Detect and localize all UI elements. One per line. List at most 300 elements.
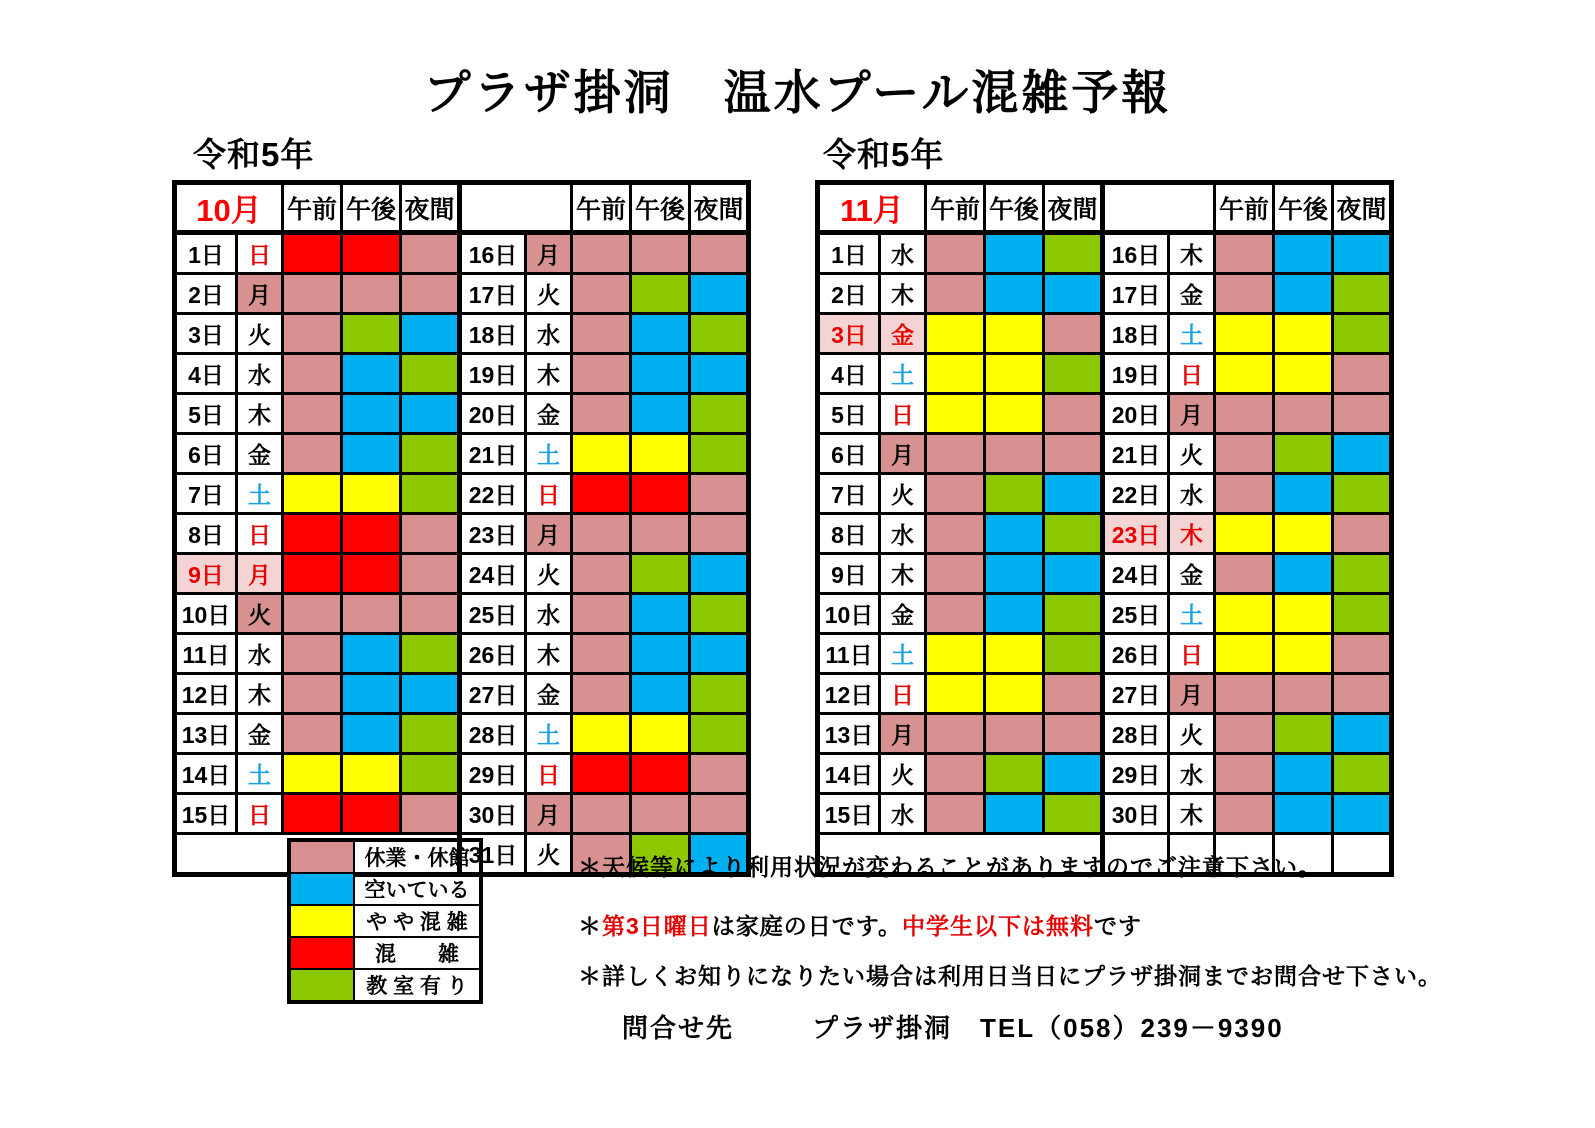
- note-text: は家庭の日です。: [711, 913, 902, 939]
- slot-cell: [401, 474, 460, 514]
- slot-cell: [401, 394, 460, 434]
- slot-cell: [342, 354, 401, 394]
- calendar-row: [818, 554, 1392, 594]
- slot-cell: [1044, 314, 1103, 354]
- weekday-cell: 日: [526, 474, 572, 514]
- note-highlight: 第3日曜日: [602, 913, 712, 939]
- time-header: 夜間: [1333, 183, 1392, 233]
- slot-cell: [572, 514, 631, 554]
- weekday-cell: 土: [1169, 594, 1215, 634]
- slot-cell: [572, 634, 631, 674]
- calendar-row: [818, 674, 1392, 714]
- calendar-header-row: [175, 183, 749, 233]
- day-cell: 7日: [818, 474, 880, 514]
- slot-cell: [985, 314, 1044, 354]
- slot-cell: [1274, 714, 1333, 754]
- slot-cell: [985, 274, 1044, 314]
- weekday-cell: 土: [526, 714, 572, 754]
- weekday-cell: 月: [880, 434, 926, 474]
- day-cell: 18日: [460, 314, 526, 354]
- slot-cell: [572, 314, 631, 354]
- slot-cell: [1274, 554, 1333, 594]
- day-cell: 11日: [175, 634, 237, 674]
- weekday-cell: 水: [1169, 474, 1215, 514]
- day-cell: 11日: [818, 634, 880, 674]
- slot-cell: [1215, 274, 1274, 314]
- slot-cell: [572, 714, 631, 754]
- slot-cell: [631, 714, 690, 754]
- slot-cell: [631, 554, 690, 594]
- day-cell: 21日: [1103, 434, 1169, 474]
- slot-cell: [1215, 754, 1274, 794]
- weekday-cell: 木: [526, 634, 572, 674]
- slot-cell: [342, 514, 401, 554]
- weekday-cell: 火: [526, 834, 572, 875]
- slot-cell: [1333, 594, 1392, 634]
- slot-cell: [342, 314, 401, 354]
- weekday-cell: 土: [880, 354, 926, 394]
- slot-cell: [283, 554, 342, 594]
- weekday-cell: 水: [526, 314, 572, 354]
- day-cell: 3日: [175, 314, 237, 354]
- time-header: 夜間: [690, 183, 749, 233]
- day-cell: 14日: [818, 754, 880, 794]
- slot-cell: [1215, 714, 1274, 754]
- note-text: です: [1093, 913, 1142, 939]
- empty-slot-cell: [1333, 834, 1392, 875]
- day-cell: 27日: [460, 674, 526, 714]
- slot-cell: [631, 434, 690, 474]
- era-label-october: 令和5年: [193, 136, 315, 173]
- day-cell: 19日: [460, 354, 526, 394]
- weekday-cell: 水: [1169, 754, 1215, 794]
- slot-cell: [1274, 233, 1333, 274]
- note-family-day: [578, 908, 1142, 941]
- slot-cell: [342, 634, 401, 674]
- slot-cell: [1274, 394, 1333, 434]
- slot-cell: [1215, 354, 1274, 394]
- slot-cell: [985, 514, 1044, 554]
- slot-cell: [1215, 233, 1274, 274]
- slot-cell: [283, 714, 342, 754]
- slot-cell: [690, 314, 749, 354]
- weekday-cell: 日: [237, 233, 283, 274]
- day-cell: 28日: [1103, 714, 1169, 754]
- weekday-cell: 月: [526, 794, 572, 834]
- day-cell: 5日: [175, 394, 237, 434]
- slot-cell: [1274, 274, 1333, 314]
- calendar-row: [818, 274, 1392, 314]
- slot-cell: [690, 394, 749, 434]
- slot-cell: [926, 754, 985, 794]
- slot-cell: [1333, 554, 1392, 594]
- slot-cell: [926, 474, 985, 514]
- slot-cell: [631, 794, 690, 834]
- day-cell: 2日: [175, 274, 237, 314]
- day-cell: 22日: [1103, 474, 1169, 514]
- day-cell: 20日: [460, 394, 526, 434]
- legend-swatch: [289, 840, 354, 873]
- slot-cell: [283, 794, 342, 834]
- slot-cell: [401, 634, 460, 674]
- month-label: 10月: [175, 183, 283, 233]
- slot-cell: [690, 794, 749, 834]
- day-cell: 13日: [175, 714, 237, 754]
- calendar-row: [175, 674, 749, 714]
- slot-cell: [1333, 314, 1392, 354]
- weekday-cell: 火: [237, 594, 283, 634]
- slot-cell: [926, 354, 985, 394]
- day-cell: 16日: [1103, 233, 1169, 274]
- day-cell: 7日: [175, 474, 237, 514]
- slot-cell: [690, 674, 749, 714]
- calendar-row: [818, 594, 1392, 634]
- note-text: ＊詳しくお知りになりたい場合は利用日当日にプラザ掛洞までお問合せ下さい。: [578, 963, 1442, 989]
- slot-cell: [1274, 674, 1333, 714]
- note-weather: [578, 849, 1322, 882]
- slot-cell: [283, 514, 342, 554]
- slot-cell: [1333, 233, 1392, 274]
- slot-cell: [1333, 474, 1392, 514]
- calendar-row: [175, 794, 749, 834]
- slot-cell: [572, 434, 631, 474]
- slot-cell: [1215, 314, 1274, 354]
- day-cell: 28日: [460, 714, 526, 754]
- weekday-cell: 月: [1169, 394, 1215, 434]
- legend-row: [289, 905, 481, 937]
- legend-label: や や 混 雑: [354, 905, 481, 937]
- calendar-row: [818, 754, 1392, 794]
- weekday-cell: 水: [237, 634, 283, 674]
- slot-cell: [1215, 474, 1274, 514]
- time-header: 夜間: [1044, 183, 1103, 233]
- weekday-cell: 木: [237, 674, 283, 714]
- slot-cell: [631, 274, 690, 314]
- slot-cell: [631, 514, 690, 554]
- slot-cell: [401, 434, 460, 474]
- slot-cell: [342, 714, 401, 754]
- slot-cell: [690, 754, 749, 794]
- note-text: ＊: [578, 913, 602, 939]
- day-cell: 31日: [460, 834, 526, 875]
- day-cell: 8日: [818, 514, 880, 554]
- weekday-cell: 金: [237, 434, 283, 474]
- day-cell: 26日: [460, 634, 526, 674]
- weekday-cell: 水: [237, 354, 283, 394]
- slot-cell: [283, 634, 342, 674]
- slot-cell: [985, 394, 1044, 434]
- calendar-row: [818, 434, 1392, 474]
- slot-cell: [1044, 274, 1103, 314]
- slot-cell: [1044, 634, 1103, 674]
- slot-cell: [342, 474, 401, 514]
- november-calendar-table: [815, 180, 1394, 877]
- day-cell: 26日: [1103, 634, 1169, 674]
- slot-cell: [572, 394, 631, 434]
- legend-label: 空いている: [354, 873, 481, 905]
- slot-cell: [926, 714, 985, 754]
- day-cell: 4日: [175, 354, 237, 394]
- weekday-cell: 火: [880, 474, 926, 514]
- slot-cell: [1044, 594, 1103, 634]
- day-cell: 8日: [175, 514, 237, 554]
- weekday-cell: 金: [526, 674, 572, 714]
- slot-cell: [572, 354, 631, 394]
- slot-cell: [283, 434, 342, 474]
- calendar-row: [818, 233, 1392, 274]
- legend-swatch: [289, 873, 354, 905]
- calendar-row: [175, 314, 749, 354]
- slot-cell: [1215, 794, 1274, 834]
- weekday-cell: 日: [526, 754, 572, 794]
- weekday-cell: 土: [880, 634, 926, 674]
- weekday-cell: 日: [1169, 634, 1215, 674]
- calendar-row: [818, 474, 1392, 514]
- day-cell: 5日: [818, 394, 880, 434]
- day-cell: 29日: [460, 754, 526, 794]
- slot-cell: [631, 634, 690, 674]
- legend-swatch: [289, 969, 354, 1002]
- time-header: 午後: [631, 183, 690, 233]
- slot-cell: [283, 474, 342, 514]
- weekday-cell: 土: [1169, 314, 1215, 354]
- slot-cell: [342, 233, 401, 274]
- slot-cell: [1044, 474, 1103, 514]
- slot-cell: [631, 474, 690, 514]
- weekday-cell: 金: [1169, 274, 1215, 314]
- legend-label: 休業・休館: [354, 840, 481, 873]
- slot-cell: [985, 674, 1044, 714]
- contact-label: 問合せ先: [622, 1013, 735, 1043]
- time-header: 午前: [283, 183, 342, 233]
- calendar-row: [175, 474, 749, 514]
- day-cell: 24日: [1103, 554, 1169, 594]
- calendar-row: [175, 274, 749, 314]
- slot-cell: [1333, 794, 1392, 834]
- day-cell: 19日: [1103, 354, 1169, 394]
- weekday-cell: 月: [526, 514, 572, 554]
- weekday-cell: 土: [237, 474, 283, 514]
- weekday-cell: 土: [237, 754, 283, 794]
- weekday-cell: 月: [237, 554, 283, 594]
- slot-cell: [926, 314, 985, 354]
- weekday-cell: 水: [880, 794, 926, 834]
- weekday-cell: 火: [526, 554, 572, 594]
- month-label: 11月: [818, 183, 926, 233]
- slot-cell: [1215, 394, 1274, 434]
- day-cell: 2日: [818, 274, 880, 314]
- calendar-row: [175, 754, 749, 794]
- day-cell: 3日: [818, 314, 880, 354]
- slot-cell: [342, 274, 401, 314]
- slot-cell: [1333, 674, 1392, 714]
- weekday-cell: 木: [526, 354, 572, 394]
- blank-header: [1103, 183, 1215, 233]
- slot-cell: [690, 714, 749, 754]
- weekday-cell: 水: [880, 514, 926, 554]
- slot-cell: [1274, 314, 1333, 354]
- slot-cell: [572, 474, 631, 514]
- slot-cell: [1044, 514, 1103, 554]
- weekday-cell: 月: [526, 233, 572, 274]
- slot-cell: [690, 354, 749, 394]
- slot-cell: [1274, 594, 1333, 634]
- slot-cell: [1274, 474, 1333, 514]
- note-text: ＊天候等により利用状況が変わることがありますのでご注意下さい。: [578, 854, 1322, 880]
- day-cell: 23日: [460, 514, 526, 554]
- day-cell: 16日: [460, 233, 526, 274]
- weekday-cell: 月: [880, 714, 926, 754]
- slot-cell: [401, 354, 460, 394]
- slot-cell: [572, 594, 631, 634]
- time-header: 午前: [1215, 183, 1274, 233]
- slot-cell: [926, 434, 985, 474]
- calendar-row: [818, 314, 1392, 354]
- day-cell: 9日: [818, 554, 880, 594]
- slot-cell: [985, 474, 1044, 514]
- legend-label: 教 室 有 り: [354, 969, 481, 1002]
- weekday-cell: 土: [526, 434, 572, 474]
- slot-cell: [572, 554, 631, 594]
- slot-cell: [1274, 514, 1333, 554]
- slot-cell: [283, 594, 342, 634]
- slot-cell: [1044, 674, 1103, 714]
- calendar-row: [175, 714, 749, 754]
- october-calendar-table: [172, 180, 751, 877]
- weekday-cell: 火: [526, 274, 572, 314]
- day-cell: 23日: [1103, 514, 1169, 554]
- weekday-cell: 水: [526, 594, 572, 634]
- slot-cell: [572, 754, 631, 794]
- day-cell: 14日: [175, 754, 237, 794]
- day-cell: 9日: [175, 554, 237, 594]
- slot-cell: [926, 394, 985, 434]
- day-cell: 15日: [175, 794, 237, 834]
- day-cell: 6日: [175, 434, 237, 474]
- slot-cell: [926, 594, 985, 634]
- slot-cell: [342, 594, 401, 634]
- slot-cell: [1333, 394, 1392, 434]
- slot-cell: [926, 233, 985, 274]
- slot-cell: [631, 394, 690, 434]
- slot-cell: [1215, 554, 1274, 594]
- weekday-cell: 木: [1169, 514, 1215, 554]
- weekday-cell: 水: [880, 233, 926, 274]
- weekday-cell: 木: [880, 274, 926, 314]
- slot-cell: [1044, 714, 1103, 754]
- slot-cell: [342, 434, 401, 474]
- legend-label: 混 雑: [354, 937, 481, 969]
- weekday-cell: 日: [880, 674, 926, 714]
- slot-cell: [926, 514, 985, 554]
- day-cell: 24日: [460, 554, 526, 594]
- slot-cell: [1333, 714, 1392, 754]
- calendar-row: [175, 594, 749, 634]
- day-cell: 20日: [1103, 394, 1169, 434]
- slot-cell: [401, 233, 460, 274]
- day-cell: 13日: [818, 714, 880, 754]
- weekday-cell: 火: [880, 754, 926, 794]
- slot-cell: [401, 594, 460, 634]
- slot-cell: [690, 274, 749, 314]
- slot-cell: [985, 594, 1044, 634]
- slot-cell: [690, 434, 749, 474]
- time-header: 夜間: [401, 183, 460, 233]
- slot-cell: [401, 794, 460, 834]
- slot-cell: [1215, 634, 1274, 674]
- day-cell: 22日: [460, 474, 526, 514]
- day-cell: 1日: [818, 233, 880, 274]
- slot-cell: [1215, 434, 1274, 474]
- day-cell: 25日: [460, 594, 526, 634]
- weekday-cell: 金: [1169, 554, 1215, 594]
- day-cell: 25日: [1103, 594, 1169, 634]
- slot-cell: [401, 514, 460, 554]
- day-cell: 17日: [1103, 274, 1169, 314]
- slot-cell: [1044, 754, 1103, 794]
- weekday-cell: 金: [880, 594, 926, 634]
- contact-line: [622, 1008, 1284, 1045]
- slot-cell: [1333, 434, 1392, 474]
- slot-cell: [985, 354, 1044, 394]
- day-cell: 30日: [1103, 794, 1169, 834]
- legend-row: [289, 873, 481, 905]
- slot-cell: [342, 794, 401, 834]
- note-inquiry: [578, 958, 1442, 991]
- calendar-row: [818, 354, 1392, 394]
- calendar-header-row: [818, 183, 1392, 233]
- slot-cell: [690, 634, 749, 674]
- calendar-row: [175, 634, 749, 674]
- slot-cell: [690, 474, 749, 514]
- day-cell: 1日: [175, 233, 237, 274]
- calendar-row: [818, 634, 1392, 674]
- legend-row: [289, 969, 481, 1002]
- slot-cell: [1215, 514, 1274, 554]
- note-highlight: 中学生以下は無料: [901, 913, 1094, 939]
- weekday-cell: 月: [237, 274, 283, 314]
- slot-cell: [1044, 554, 1103, 594]
- slot-cell: [1215, 674, 1274, 714]
- slot-cell: [1333, 514, 1392, 554]
- calendar-row: [175, 514, 749, 554]
- slot-cell: [572, 674, 631, 714]
- slot-cell: [631, 233, 690, 274]
- slot-cell: [690, 554, 749, 594]
- day-cell: 29日: [1103, 754, 1169, 794]
- weekday-cell: 金: [526, 394, 572, 434]
- time-header: 午後: [342, 183, 401, 233]
- weekday-cell: 火: [1169, 434, 1215, 474]
- day-cell: 30日: [460, 794, 526, 834]
- calendar-row: [175, 554, 749, 594]
- weekday-cell: 日: [237, 514, 283, 554]
- slot-cell: [985, 714, 1044, 754]
- slot-cell: [631, 674, 690, 714]
- slot-cell: [1274, 794, 1333, 834]
- calendar-row: [818, 514, 1392, 554]
- slot-cell: [342, 754, 401, 794]
- weekday-cell: 月: [1169, 674, 1215, 714]
- day-cell: 18日: [1103, 314, 1169, 354]
- slot-cell: [1044, 794, 1103, 834]
- weekday-cell: 日: [237, 794, 283, 834]
- legend-table: [287, 838, 483, 1004]
- slot-cell: [1333, 274, 1392, 314]
- slot-cell: [985, 554, 1044, 594]
- slot-cell: [283, 394, 342, 434]
- time-header: 午後: [1274, 183, 1333, 233]
